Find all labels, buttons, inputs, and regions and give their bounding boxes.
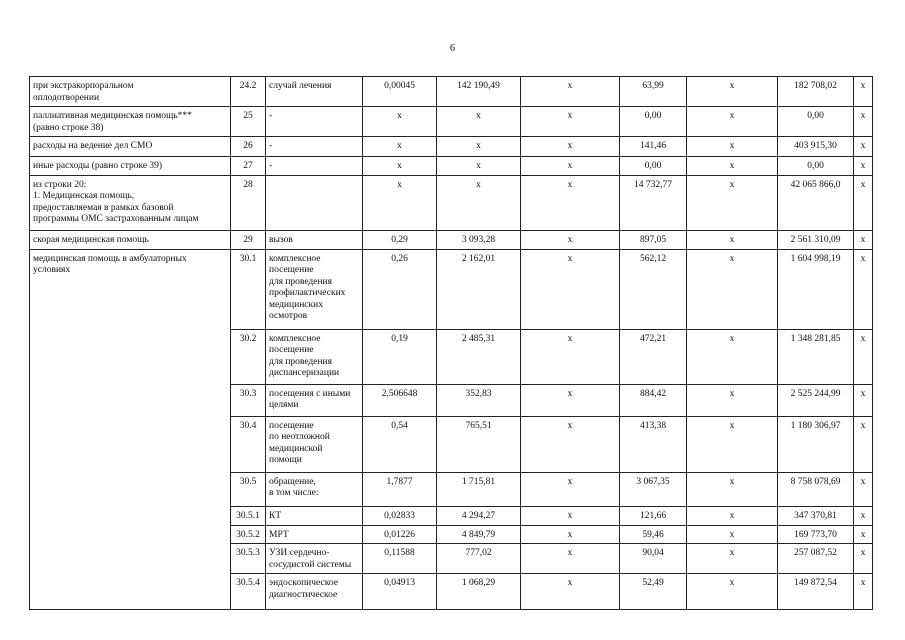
cell-row-number: 30.4 <box>231 416 266 472</box>
table-row <box>30 230 873 249</box>
cell-name: паллиативная медицинская помощь*** (равно строке 38) <box>30 107 231 137</box>
cell-norm: х <box>363 107 437 137</box>
cell-x: х <box>854 574 873 610</box>
cell-x: х <box>521 175 620 230</box>
financing-table <box>29 76 873 610</box>
cell-total: 403 915,30 <box>778 137 854 157</box>
table-row <box>30 157 873 176</box>
cell-x: х <box>687 544 778 574</box>
table-row <box>30 249 873 329</box>
cell-per-capita: 63,99 <box>620 77 687 107</box>
cell-per-capita: 90,04 <box>620 544 687 574</box>
cell-per-capita: 562,12 <box>620 249 687 329</box>
cell-total: 8 758 078,69 <box>778 472 854 506</box>
table-body <box>30 77 873 610</box>
cell-x: х <box>687 329 778 384</box>
cell-unit: - <box>266 157 363 176</box>
cell-unit: комплексное посещение для проведения профилактических медицинских осмотров <box>266 249 363 329</box>
cell-x: х <box>854 384 873 416</box>
cell-norm: 0,54 <box>363 416 437 472</box>
cell-unit-cost: х <box>437 157 521 176</box>
cell-per-capita: 59,46 <box>620 525 687 544</box>
table-row <box>30 137 873 157</box>
cell-row-number: 30.2 <box>231 329 266 384</box>
cell-x: х <box>854 472 873 506</box>
cell-x: х <box>854 137 873 157</box>
cell-x: х <box>521 137 620 157</box>
cell-norm: 1,7877 <box>363 472 437 506</box>
cell-total: 1 348 281,85 <box>778 329 854 384</box>
cell-unit: - <box>266 137 363 157</box>
cell-x: х <box>521 574 620 610</box>
cell-total: 1 180 306,97 <box>778 416 854 472</box>
cell-per-capita: 472,21 <box>620 329 687 384</box>
cell-x: х <box>854 230 873 249</box>
cell-x: х <box>521 416 620 472</box>
cell-total: 2 561 310,09 <box>778 230 854 249</box>
cell-x: х <box>521 506 620 525</box>
cell-per-capita: 413,38 <box>620 416 687 472</box>
cell-x: х <box>687 574 778 610</box>
cell-x: х <box>687 137 778 157</box>
cell-unit: КТ <box>266 506 363 525</box>
cell-unit: посещения с иными целями <box>266 384 363 416</box>
cell-unit-cost: 4 849,79 <box>437 525 521 544</box>
page-number: 6 <box>450 43 455 54</box>
cell-norm: 0,01226 <box>363 525 437 544</box>
cell-unit: эндоскопическое диагностическое <box>266 574 363 610</box>
cell-row-number: 30.5.1 <box>231 506 266 525</box>
cell-unit-cost: 1 068,29 <box>437 574 521 610</box>
cell-per-capita: 897,05 <box>620 230 687 249</box>
cell-total: 149 872,54 <box>778 574 854 610</box>
cell-norm: 0,02833 <box>363 506 437 525</box>
cell-row-number: 28 <box>231 175 266 230</box>
cell-row-number: 26 <box>231 137 266 157</box>
cell-unit: комплексное посещение для проведения диспансеризации <box>266 329 363 384</box>
cell-x: х <box>521 472 620 506</box>
cell-unit <box>266 175 363 230</box>
cell-norm: х <box>363 137 437 157</box>
cell-x: х <box>854 249 873 329</box>
cell-unit-cost: 2 485,31 <box>437 329 521 384</box>
cell-unit-cost: 777,02 <box>437 544 521 574</box>
table-row <box>30 107 873 137</box>
cell-unit: УЗИ сердечно- сосудистой системы <box>266 544 363 574</box>
cell-row-number: 24.2 <box>231 77 266 107</box>
cell-x: х <box>687 472 778 506</box>
cell-total: 2 525 244,99 <box>778 384 854 416</box>
cell-row-number: 30.5.4 <box>231 574 266 610</box>
cell-row-number: 30.5.2 <box>231 525 266 544</box>
cell-total: 0,00 <box>778 157 854 176</box>
cell-x: х <box>854 416 873 472</box>
cell-name: скорая медицинская помощь <box>30 230 231 249</box>
cell-x: х <box>521 107 620 137</box>
cell-x: х <box>687 157 778 176</box>
table-row <box>30 175 873 230</box>
cell-name: из строки 20: 1. Медицинская помощь, предоставляемая в рамках базовой программы ОМС застрахованным лицам <box>30 175 231 230</box>
cell-x: х <box>687 416 778 472</box>
cell-x: х <box>687 175 778 230</box>
cell-x: х <box>687 506 778 525</box>
cell-x: х <box>521 230 620 249</box>
cell-x: х <box>687 249 778 329</box>
cell-unit: обращение, в том числе: <box>266 472 363 506</box>
cell-unit-cost: 2 162,01 <box>437 249 521 329</box>
cell-unit-cost: х <box>437 107 521 137</box>
cell-unit-cost: 4 294,27 <box>437 506 521 525</box>
cell-row-number: 30.5 <box>231 472 266 506</box>
cell-name: иные расходы (равно строке 39) <box>30 157 231 176</box>
cell-norm: х <box>363 157 437 176</box>
cell-unit: - <box>266 107 363 137</box>
cell-unit: вызов <box>266 230 363 249</box>
cell-x: х <box>687 107 778 137</box>
cell-x: х <box>521 525 620 544</box>
cell-name: расходы на ведение дел СМО <box>30 137 231 157</box>
cell-per-capita: 14 732,77 <box>620 175 687 230</box>
cell-row-number: 30.5.3 <box>231 544 266 574</box>
cell-unit-cost: 352,83 <box>437 384 521 416</box>
cell-x: х <box>854 544 873 574</box>
cell-unit: случай лечения <box>266 77 363 107</box>
cell-row-number: 30.3 <box>231 384 266 416</box>
cell-x: х <box>854 175 873 230</box>
cell-norm: 0,26 <box>363 249 437 329</box>
cell-x: х <box>687 525 778 544</box>
cell-name: медицинская помощь в амбулаторных условиях <box>30 249 231 610</box>
cell-norm: 0,00045 <box>363 77 437 107</box>
cell-norm: 0,04913 <box>363 574 437 610</box>
cell-norm: 0,11588 <box>363 544 437 574</box>
cell-unit-cost: 3 093,28 <box>437 230 521 249</box>
cell-unit-cost: х <box>437 175 521 230</box>
cell-row-number: 25 <box>231 107 266 137</box>
cell-total: 0,00 <box>778 107 854 137</box>
cell-x: х <box>521 77 620 107</box>
cell-unit-cost: 142 190,49 <box>437 77 521 107</box>
cell-x: х <box>854 525 873 544</box>
cell-x: х <box>687 384 778 416</box>
cell-x: х <box>521 384 620 416</box>
cell-unit: посещение по неотложной медицинской помощи <box>266 416 363 472</box>
cell-total: 347 370,81 <box>778 506 854 525</box>
cell-norm: 2,506648 <box>363 384 437 416</box>
cell-x: х <box>854 506 873 525</box>
cell-x: х <box>521 157 620 176</box>
cell-row-number: 29 <box>231 230 266 249</box>
cell-total: 257 087,52 <box>778 544 854 574</box>
cell-total: 169 773,70 <box>778 525 854 544</box>
cell-per-capita: 0,00 <box>620 107 687 137</box>
table-row <box>30 77 873 107</box>
cell-row-number: 30.1 <box>231 249 266 329</box>
cell-per-capita: 52,49 <box>620 574 687 610</box>
cell-x: х <box>854 77 873 107</box>
cell-x: х <box>521 329 620 384</box>
cell-total: 1 604 998,19 <box>778 249 854 329</box>
cell-row-number: 27 <box>231 157 266 176</box>
cell-per-capita: 0,00 <box>620 157 687 176</box>
cell-x: х <box>687 77 778 107</box>
cell-per-capita: 121,66 <box>620 506 687 525</box>
cell-x: х <box>854 107 873 137</box>
cell-per-capita: 884,42 <box>620 384 687 416</box>
cell-norm: 0,19 <box>363 329 437 384</box>
cell-total: 182 708,02 <box>778 77 854 107</box>
cell-unit: МРТ <box>266 525 363 544</box>
cell-x: х <box>521 249 620 329</box>
cell-per-capita: 141,46 <box>620 137 687 157</box>
cell-unit-cost: 1 715,81 <box>437 472 521 506</box>
cell-total: 42 065 866,0 <box>778 175 854 230</box>
cell-x: х <box>854 157 873 176</box>
cell-x: х <box>521 544 620 574</box>
cell-name: при экстракорпоральном оплодотворении <box>30 77 231 107</box>
cell-x: х <box>854 329 873 384</box>
cell-norm: 0,29 <box>363 230 437 249</box>
cell-unit-cost: х <box>437 137 521 157</box>
cell-per-capita: 3 067,35 <box>620 472 687 506</box>
cell-x: х <box>687 230 778 249</box>
cell-norm: х <box>363 175 437 230</box>
cell-unit-cost: 765,51 <box>437 416 521 472</box>
